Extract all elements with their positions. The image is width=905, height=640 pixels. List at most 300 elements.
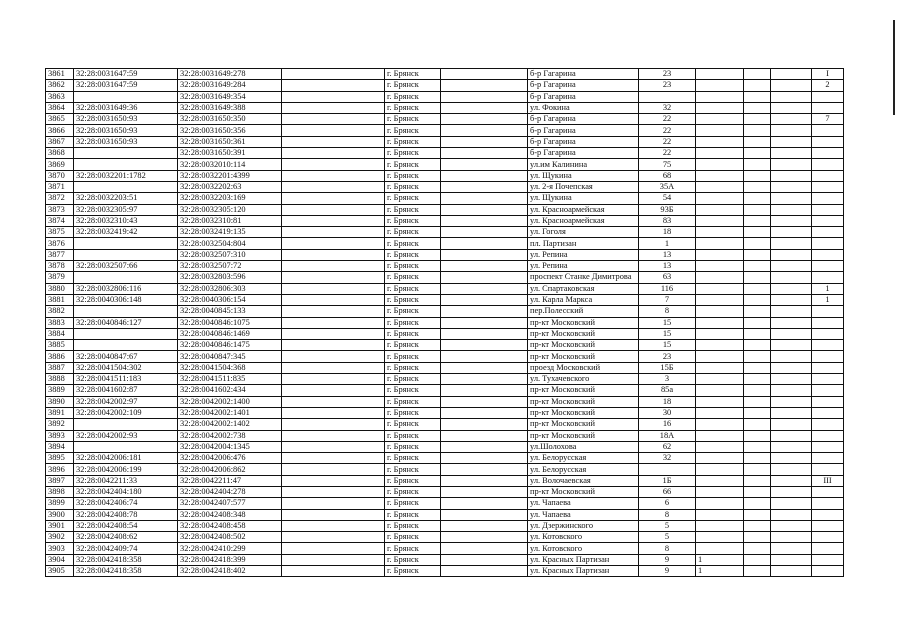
- cell-blank-col-a: [282, 385, 385, 396]
- table-row: [46, 475, 844, 486]
- cell-row-number: 3885: [46, 340, 74, 351]
- cell-cadastral-object: 32:28:0041511:835: [178, 374, 282, 385]
- cell-blank-col-a: [282, 543, 385, 554]
- cell-blank-col-d: [771, 498, 812, 509]
- cell-blank-col-a: [282, 227, 385, 238]
- cell-street: ул. Карла Маркса: [528, 294, 639, 305]
- cell-cadastral-object: 32:28:0032310:81: [178, 215, 282, 226]
- cell-street: ул. Белорусская: [528, 453, 639, 464]
- table-row: [46, 419, 844, 430]
- cell-blank-col-a: [282, 498, 385, 509]
- cell-blank-col-d: [771, 80, 812, 91]
- cell-row-number: 3905: [46, 566, 74, 577]
- cell-cadastral-parcel: 32:28:0042408:62: [74, 532, 178, 543]
- cell-cadastral-parcel: 32:28:0041602:87: [74, 385, 178, 396]
- cell-cadastral-object: 32:28:0032201:4399: [178, 170, 282, 181]
- cell-blank-col-b: [441, 407, 528, 418]
- cell-cadastral-object: 32:28:0042002:1402: [178, 419, 282, 430]
- table-row: [46, 69, 844, 80]
- cell-row-number: 3882: [46, 306, 74, 317]
- cell-blank-col-b: [441, 419, 528, 430]
- cell-cadastral-object: 32:28:0032806:303: [178, 283, 282, 294]
- cell-building: [696, 215, 744, 226]
- cell-cadastral-parcel: 32:28:0032310:43: [74, 215, 178, 226]
- cell-street: ул. Репина: [528, 261, 639, 272]
- cell-building: [696, 159, 744, 170]
- cell-row-number: 3893: [46, 430, 74, 441]
- cell-building: [696, 396, 744, 407]
- cell-cadastral-object: 32:28:0032202:63: [178, 181, 282, 192]
- cell-street: ул.им Калинина: [528, 159, 639, 170]
- cell-row-number: 3861: [46, 69, 74, 80]
- cell-blank-col-c: [744, 193, 771, 204]
- cell-cadastral-object: 32:28:0032203:169: [178, 193, 282, 204]
- cell-house-number: 16: [639, 419, 696, 430]
- cell-building: [696, 351, 744, 362]
- cell-house-number: 7: [639, 294, 696, 305]
- cell-blank-col-a: [282, 125, 385, 136]
- cell-city: г. Брянск: [385, 453, 441, 464]
- cell-blank-col-d: [771, 238, 812, 249]
- cell-cadastral-object: 32:28:0042410:299: [178, 543, 282, 554]
- cell-row-number: 3877: [46, 249, 74, 260]
- cell-blank-col-c: [744, 272, 771, 283]
- cell-blank-col-a: [282, 306, 385, 317]
- cell-street: пр-кт Московский: [528, 385, 639, 396]
- cell-blank-col-c: [744, 249, 771, 260]
- cell-cadastral-parcel: [74, 328, 178, 339]
- cell-city: г. Брянск: [385, 159, 441, 170]
- cell-cadastral-parcel: 32:28:0042418:358: [74, 566, 178, 577]
- cell-blank-col-a: [282, 430, 385, 441]
- cell-cadastral-parcel: [74, 249, 178, 260]
- cell-blank-col-b: [441, 170, 528, 181]
- cell-blank-col-b: [441, 385, 528, 396]
- cell-row-number: 3862: [46, 80, 74, 91]
- cell-blank-col-b: [441, 520, 528, 531]
- cell-blank-col-d: [771, 351, 812, 362]
- cell-blank-col-b: [441, 362, 528, 373]
- cell-blank-col-a: [282, 407, 385, 418]
- cell-cadastral-object: 32:28:0040306:154: [178, 294, 282, 305]
- cell-blank-col-d: [771, 204, 812, 215]
- cell-house-number: 18: [639, 396, 696, 407]
- cell-blank-col-a: [282, 148, 385, 159]
- cell-blank-col-c: [744, 554, 771, 565]
- cell-row-number: 3897: [46, 475, 74, 486]
- cell-street: ул. Чапаева: [528, 509, 639, 520]
- cell-house-number: 85а: [639, 385, 696, 396]
- cell-city: г. Брянск: [385, 475, 441, 486]
- table-row: [46, 374, 844, 385]
- cell-blank-col-a: [282, 464, 385, 475]
- cell-extra-mark: [812, 441, 844, 452]
- cell-city: г. Брянск: [385, 374, 441, 385]
- cell-blank-col-d: [771, 430, 812, 441]
- cell-extra-mark: [812, 520, 844, 531]
- cell-extra-mark: [812, 396, 844, 407]
- cell-blank-col-a: [282, 532, 385, 543]
- cell-cadastral-parcel: 32:28:0031647:59: [74, 69, 178, 80]
- table-row: [46, 159, 844, 170]
- cell-extra-mark: I: [812, 69, 844, 80]
- table-row: [46, 340, 844, 351]
- cell-blank-col-a: [282, 554, 385, 565]
- cell-blank-col-b: [441, 566, 528, 577]
- cell-cadastral-object: 32:28:0042002:1400: [178, 396, 282, 407]
- cell-row-number: 3867: [46, 136, 74, 147]
- cell-cadastral-parcel: 32:28:0032305:97: [74, 204, 178, 215]
- table-row: [46, 294, 844, 305]
- cell-building: [696, 148, 744, 159]
- table-row: [46, 102, 844, 113]
- cell-building: [696, 238, 744, 249]
- cell-house-number: 83: [639, 215, 696, 226]
- cell-blank-col-a: [282, 509, 385, 520]
- cell-street: ул. Щукина: [528, 193, 639, 204]
- cell-blank-col-d: [771, 317, 812, 328]
- cell-building: 1: [696, 554, 744, 565]
- cell-blank-col-d: [771, 520, 812, 531]
- cell-building: [696, 374, 744, 385]
- cell-cadastral-parcel: 32:28:0040847:67: [74, 351, 178, 362]
- cell-row-number: 3868: [46, 148, 74, 159]
- cell-blank-col-a: [282, 374, 385, 385]
- cell-blank-col-c: [744, 509, 771, 520]
- cell-city: г. Брянск: [385, 91, 441, 102]
- cell-row-number: 3896: [46, 464, 74, 475]
- cell-street: ул. Котовского: [528, 532, 639, 543]
- cell-cadastral-object: 32:28:0031649:278: [178, 69, 282, 80]
- cell-extra-mark: [812, 215, 844, 226]
- cell-blank-col-a: [282, 159, 385, 170]
- cell-blank-col-c: [744, 520, 771, 531]
- cell-house-number: 23: [639, 80, 696, 91]
- cell-street: ул. Репина: [528, 249, 639, 260]
- cell-blank-col-c: [744, 419, 771, 430]
- table-row: [46, 498, 844, 509]
- cell-building: [696, 407, 744, 418]
- cell-cadastral-parcel: 32:28:0032806:116: [74, 283, 178, 294]
- cell-row-number: 3881: [46, 294, 74, 305]
- cell-blank-col-c: [744, 69, 771, 80]
- cell-city: г. Брянск: [385, 351, 441, 362]
- cell-extra-mark: [812, 102, 844, 113]
- cell-extra-mark: [812, 136, 844, 147]
- cell-city: г. Брянск: [385, 238, 441, 249]
- cell-row-number: 3872: [46, 193, 74, 204]
- cell-extra-mark: [812, 170, 844, 181]
- cell-city: г. Брянск: [385, 181, 441, 192]
- cell-blank-col-a: [282, 80, 385, 91]
- cell-blank-col-d: [771, 441, 812, 452]
- cell-row-number: 3898: [46, 486, 74, 497]
- cell-house-number: 63: [639, 272, 696, 283]
- cell-blank-col-a: [282, 396, 385, 407]
- cell-row-number: 3895: [46, 453, 74, 464]
- cell-row-number: 3892: [46, 419, 74, 430]
- cell-street: пр-кт Московский: [528, 351, 639, 362]
- cell-building: [696, 430, 744, 441]
- cell-row-number: 3903: [46, 543, 74, 554]
- cell-blank-col-c: [744, 317, 771, 328]
- cell-row-number: 3886: [46, 351, 74, 362]
- cell-house-number: 15: [639, 328, 696, 339]
- cell-cadastral-object: 32:28:0040847:345: [178, 351, 282, 362]
- cell-house-number: [639, 464, 696, 475]
- cell-cadastral-object: 32:28:0040846:1075: [178, 317, 282, 328]
- cell-row-number: 3869: [46, 159, 74, 170]
- cell-house-number: 15: [639, 317, 696, 328]
- cell-house-number: 5: [639, 520, 696, 531]
- cell-blank-col-a: [282, 238, 385, 249]
- cell-blank-col-a: [282, 91, 385, 102]
- cell-blank-col-c: [744, 328, 771, 339]
- table-row: [46, 396, 844, 407]
- cell-house-number: 30: [639, 407, 696, 418]
- cell-blank-col-a: [282, 249, 385, 260]
- cell-blank-col-d: [771, 328, 812, 339]
- cell-cadastral-object: 32:28:0032305:120: [178, 204, 282, 215]
- cell-blank-col-c: [744, 125, 771, 136]
- cell-city: г. Брянск: [385, 419, 441, 430]
- cell-extra-mark: [812, 91, 844, 102]
- cell-blank-col-d: [771, 453, 812, 464]
- cell-row-number: 3879: [46, 272, 74, 283]
- cell-building: [696, 543, 744, 554]
- cell-extra-mark: [812, 486, 844, 497]
- cell-cadastral-parcel: 32:28:0042408:78: [74, 509, 178, 520]
- cell-row-number: 3870: [46, 170, 74, 181]
- cell-row-number: 3904: [46, 554, 74, 565]
- cell-row-number: 3866: [46, 125, 74, 136]
- table-row: [46, 520, 844, 531]
- cell-blank-col-c: [744, 486, 771, 497]
- cell-blank-col-c: [744, 215, 771, 226]
- cell-blank-col-b: [441, 227, 528, 238]
- cell-blank-col-a: [282, 215, 385, 226]
- cell-blank-col-a: [282, 317, 385, 328]
- table-row: [46, 249, 844, 260]
- cell-cadastral-object: 32:28:0042002:1401: [178, 407, 282, 418]
- cell-blank-col-d: [771, 340, 812, 351]
- cell-blank-col-a: [282, 351, 385, 362]
- cell-cadastral-parcel: [74, 441, 178, 452]
- cell-cadastral-parcel: 32:28:0031650:93: [74, 136, 178, 147]
- cell-cadastral-object: 32:28:0031650:356: [178, 125, 282, 136]
- cell-blank-col-a: [282, 261, 385, 272]
- cell-blank-col-c: [744, 204, 771, 215]
- cell-street: ул. Красных Партизан: [528, 554, 639, 565]
- table-row: [46, 486, 844, 497]
- cell-street: пр-кт Московский: [528, 407, 639, 418]
- cell-cadastral-object: 32:28:0041602:434: [178, 385, 282, 396]
- cell-blank-col-c: [744, 306, 771, 317]
- cell-building: [696, 91, 744, 102]
- cell-extra-mark: [812, 464, 844, 475]
- cell-street: ул. Красных Партизан: [528, 566, 639, 577]
- cell-cadastral-object: 32:28:0032010:114: [178, 159, 282, 170]
- cell-blank-col-b: [441, 125, 528, 136]
- table-row: [46, 532, 844, 543]
- table-row: [46, 91, 844, 102]
- cell-street: ул. Красноармейская: [528, 215, 639, 226]
- cell-city: г. Брянск: [385, 80, 441, 91]
- cell-cadastral-object: 32:28:0042418:399: [178, 554, 282, 565]
- cell-house-number: 93Б: [639, 204, 696, 215]
- cell-city: г. Брянск: [385, 261, 441, 272]
- cell-extra-mark: [812, 351, 844, 362]
- cell-blank-col-c: [744, 283, 771, 294]
- table-row: [46, 136, 844, 147]
- cell-house-number: 23: [639, 351, 696, 362]
- cell-blank-col-c: [744, 148, 771, 159]
- cell-blank-col-d: [771, 193, 812, 204]
- cell-house-number: 9: [639, 566, 696, 577]
- cell-cadastral-parcel: 32:28:0042006:199: [74, 464, 178, 475]
- table-row: [46, 283, 844, 294]
- cell-street: б-р Гагарина: [528, 91, 639, 102]
- table-row: [46, 407, 844, 418]
- table-row: [46, 181, 844, 192]
- cell-cadastral-object: 32:28:0032419:135: [178, 227, 282, 238]
- cell-cadastral-parcel: 32:28:0042406:74: [74, 498, 178, 509]
- cell-blank-col-b: [441, 80, 528, 91]
- cell-row-number: 3902: [46, 532, 74, 543]
- cell-blank-col-a: [282, 204, 385, 215]
- cell-blank-col-c: [744, 396, 771, 407]
- cell-blank-col-a: [282, 69, 385, 80]
- cell-row-number: 3884: [46, 328, 74, 339]
- cell-city: г. Брянск: [385, 283, 441, 294]
- cell-city: г. Брянск: [385, 441, 441, 452]
- cell-cadastral-object: 32:28:0042004:1345: [178, 441, 282, 452]
- cell-blank-col-a: [282, 181, 385, 192]
- cell-blank-col-d: [771, 102, 812, 113]
- cell-blank-col-c: [744, 114, 771, 125]
- cell-cadastral-parcel: [74, 272, 178, 283]
- cell-building: [696, 102, 744, 113]
- cell-cadastral-object: 32:28:0031650:391: [178, 148, 282, 159]
- cell-city: г. Брянск: [385, 566, 441, 577]
- cell-street: б-р Гагарина: [528, 114, 639, 125]
- cell-blank-col-b: [441, 306, 528, 317]
- cell-street: пр-кт Московский: [528, 340, 639, 351]
- cell-blank-col-b: [441, 114, 528, 125]
- cell-house-number: 9: [639, 554, 696, 565]
- cell-blank-col-c: [744, 102, 771, 113]
- cell-blank-col-a: [282, 453, 385, 464]
- cell-street: пр-кт Московский: [528, 317, 639, 328]
- cell-blank-col-b: [441, 159, 528, 170]
- cell-building: [696, 317, 744, 328]
- cell-extra-mark: [812, 543, 844, 554]
- cell-building: [696, 464, 744, 475]
- cell-street: ул.Шолохова: [528, 441, 639, 452]
- table-row: [46, 317, 844, 328]
- cell-street: б-р Гагарина: [528, 80, 639, 91]
- cell-cadastral-object: 32:28:0042006:862: [178, 464, 282, 475]
- cell-house-number: 35А: [639, 181, 696, 192]
- cell-cadastral-parcel: [74, 91, 178, 102]
- cell-house-number: 66: [639, 486, 696, 497]
- cell-blank-col-d: [771, 227, 812, 238]
- cell-building: [696, 486, 744, 497]
- cell-blank-col-c: [744, 441, 771, 452]
- table-row: [46, 272, 844, 283]
- cell-row-number: 3878: [46, 261, 74, 272]
- cell-cadastral-parcel: 32:28:0032419:42: [74, 227, 178, 238]
- cell-street: пер.Полесский: [528, 306, 639, 317]
- cell-building: [696, 136, 744, 147]
- cell-cadastral-object: 32:28:0041504:368: [178, 362, 282, 373]
- table-row: [46, 362, 844, 373]
- cell-city: г. Брянск: [385, 430, 441, 441]
- cell-blank-col-b: [441, 532, 528, 543]
- cell-building: [696, 181, 744, 192]
- cell-cadastral-parcel: 32:28:0042002:109: [74, 407, 178, 418]
- cell-blank-col-b: [441, 204, 528, 215]
- cell-blank-col-b: [441, 430, 528, 441]
- cell-blank-col-a: [282, 520, 385, 531]
- cell-blank-col-b: [441, 148, 528, 159]
- cell-city: г. Брянск: [385, 125, 441, 136]
- cell-cadastral-object: 32:28:0031649:284: [178, 80, 282, 91]
- cell-blank-col-d: [771, 136, 812, 147]
- cell-cadastral-object: 32:28:0042006:476: [178, 453, 282, 464]
- cell-street: ул. Красноармейская: [528, 204, 639, 215]
- cell-blank-col-c: [744, 362, 771, 373]
- cell-extra-mark: [812, 453, 844, 464]
- cell-cadastral-parcel: [74, 159, 178, 170]
- cell-row-number: 3863: [46, 91, 74, 102]
- cell-cadastral-parcel: 32:28:0031647:59: [74, 80, 178, 91]
- cell-street: пр-кт Московский: [528, 419, 639, 430]
- cell-blank-col-c: [744, 464, 771, 475]
- cell-house-number: 18: [639, 227, 696, 238]
- table-row: [46, 351, 844, 362]
- cell-cadastral-parcel: [74, 419, 178, 430]
- cell-extra-mark: [812, 509, 844, 520]
- cell-blank-col-a: [282, 294, 385, 305]
- register-body: [46, 69, 844, 577]
- cell-building: [696, 261, 744, 272]
- cell-blank-col-d: [771, 554, 812, 565]
- cell-blank-col-b: [441, 464, 528, 475]
- cell-row-number: 3899: [46, 498, 74, 509]
- cell-blank-col-c: [744, 453, 771, 464]
- cell-blank-col-a: [282, 419, 385, 430]
- cell-cadastral-parcel: 32:28:0042211:33: [74, 475, 178, 486]
- cell-blank-col-b: [441, 193, 528, 204]
- table-row: [46, 125, 844, 136]
- cell-extra-mark: [812, 498, 844, 509]
- cell-blank-col-c: [744, 261, 771, 272]
- cell-cadastral-object: 32:28:0042002:738: [178, 430, 282, 441]
- cell-blank-col-a: [282, 193, 385, 204]
- cell-cadastral-object: 32:28:0031649:354: [178, 91, 282, 102]
- cell-house-number: 1Б: [639, 475, 696, 486]
- cell-row-number: 3876: [46, 238, 74, 249]
- cell-blank-col-b: [441, 91, 528, 102]
- cell-building: [696, 362, 744, 373]
- cell-extra-mark: [812, 340, 844, 351]
- cell-house-number: 15: [639, 340, 696, 351]
- cell-extra-mark: [812, 249, 844, 260]
- cell-blank-col-b: [441, 486, 528, 497]
- cell-row-number: 3871: [46, 181, 74, 192]
- cell-extra-mark: [812, 554, 844, 565]
